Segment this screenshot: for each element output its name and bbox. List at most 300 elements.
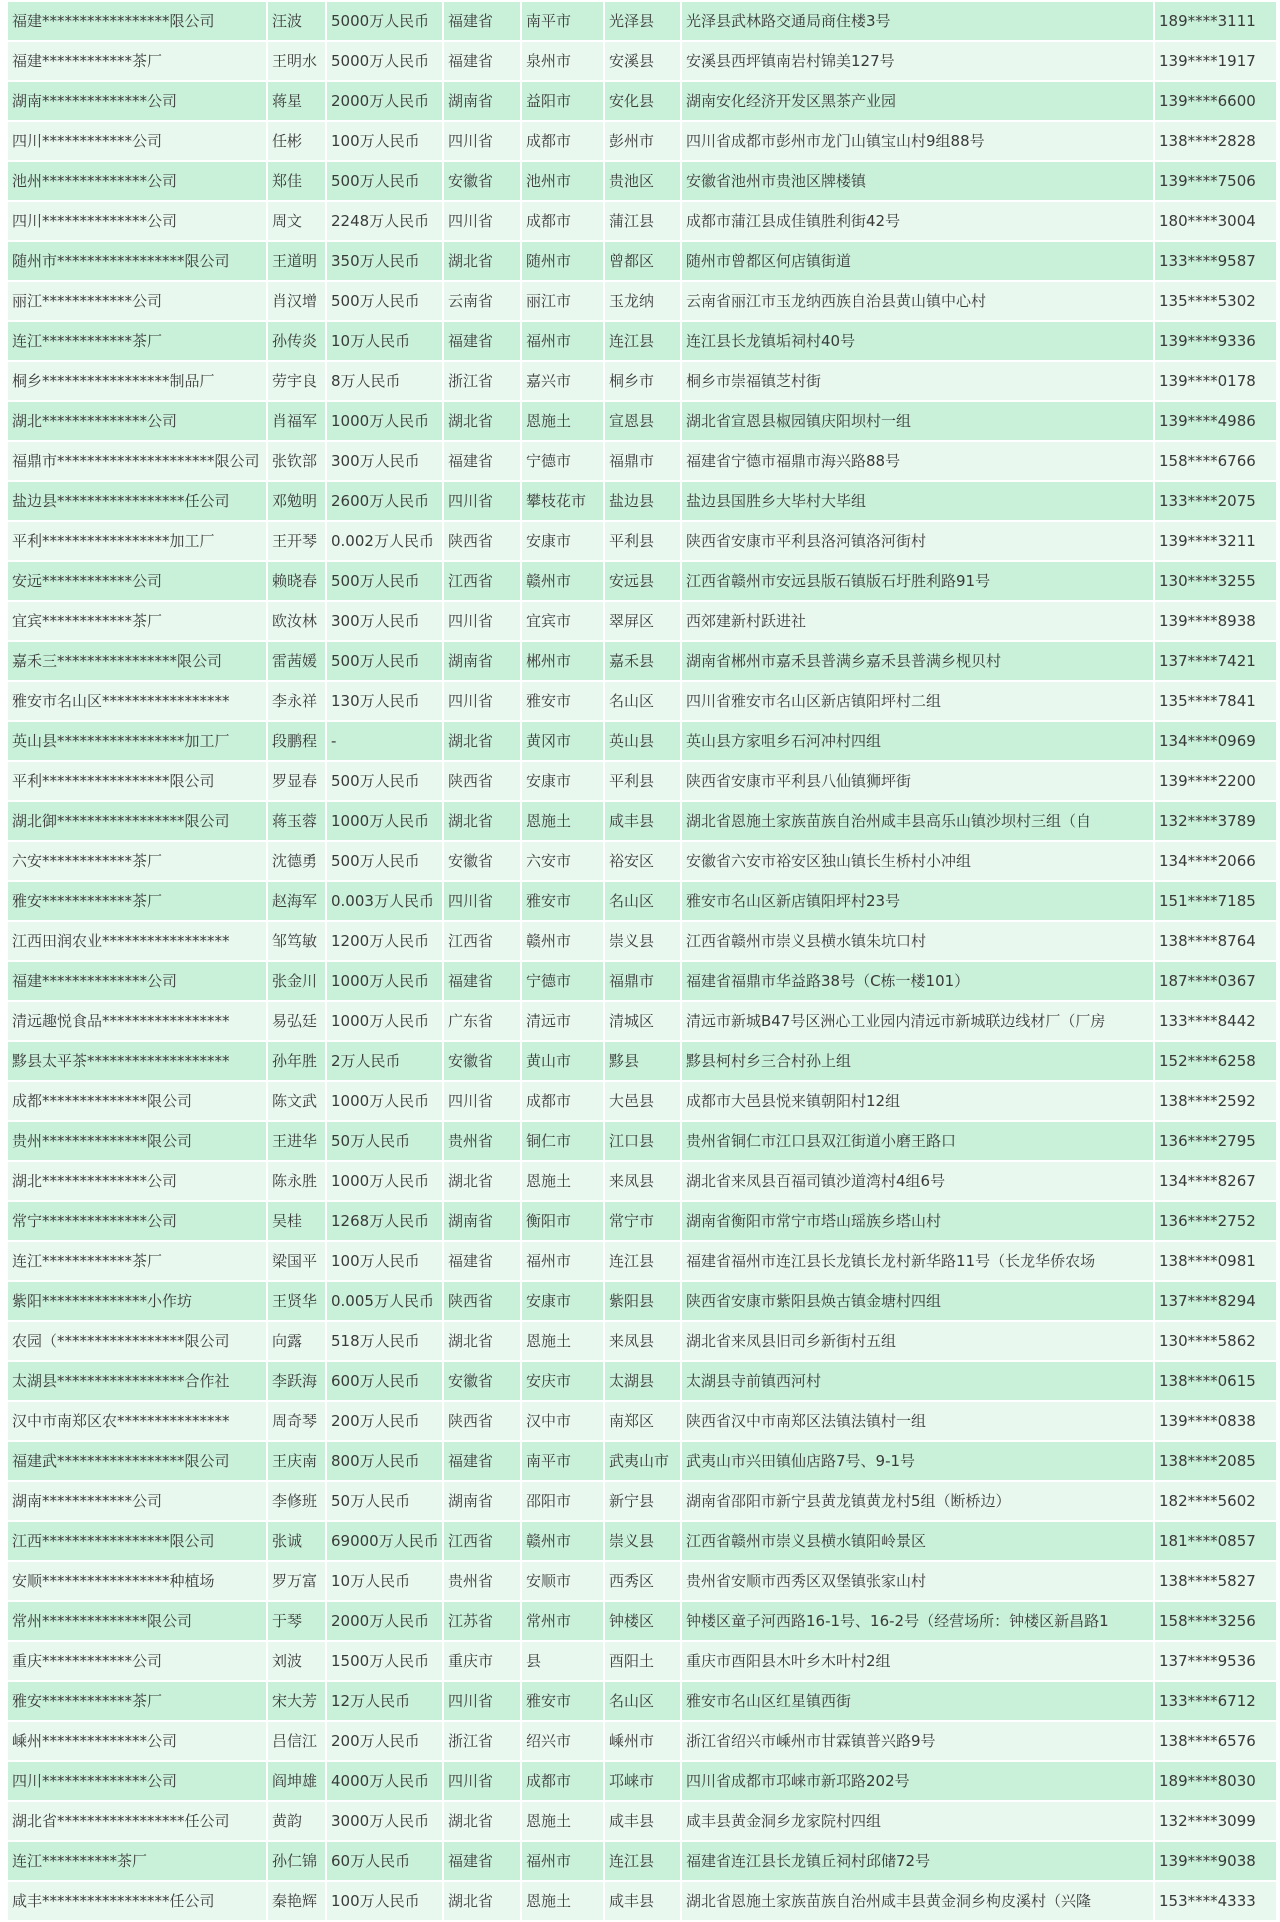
address-cell: 盐边县国胜乡大毕村大毕组 [682,482,1153,520]
address-cell: 重庆市酉阳县木叶乡木叶村2组 [682,1642,1153,1680]
district-cell: 嘉禾县 [605,642,680,680]
registered-capital-cell: 50万人民币 [327,1482,442,1520]
address-cell: 安徽省六安市裕安区独山镇长生桥村小冲组 [682,842,1153,880]
address-cell: 湖南省邵阳市新宁县黄龙镇黄龙村5组（断桥边） [682,1482,1153,1520]
contact-name-cell: 罗万富 [268,1562,325,1600]
district-cell: 名山区 [605,882,680,920]
phone-cell: 189****3111 [1155,2,1276,40]
registered-capital-cell: 2000万人民币 [327,82,442,120]
phone-cell: 138****0981 [1155,1242,1276,1280]
contact-name-cell: 黄韵 [268,1802,325,1840]
company-name-cell: 江西*****************限公司 [8,1522,266,1560]
phone-cell: 158****6766 [1155,442,1276,480]
registered-capital-cell: - [327,722,442,760]
province-cell: 江苏省 [444,1602,520,1640]
province-cell: 贵州省 [444,1122,520,1160]
contact-name-cell: 李跃海 [268,1362,325,1400]
phone-cell: 138****0615 [1155,1362,1276,1400]
phone-cell: 134****0969 [1155,722,1276,760]
district-cell: 崇义县 [605,922,680,960]
registered-capital-cell: 1000万人民币 [327,802,442,840]
province-cell: 四川省 [444,482,520,520]
contact-name-cell: 于琴 [268,1602,325,1640]
district-cell: 崇义县 [605,1522,680,1560]
province-cell: 四川省 [444,682,520,720]
table-row [8,1882,1276,1920]
contact-name-cell: 王道明 [268,242,325,280]
district-cell: 连江县 [605,1242,680,1280]
province-cell: 湖北省 [444,1882,520,1920]
province-cell: 贵州省 [444,1562,520,1600]
district-cell: 咸丰县 [605,802,680,840]
company-table-grid [6,0,1278,1922]
province-cell: 江西省 [444,922,520,960]
district-cell: 贵池区 [605,162,680,200]
phone-cell: 139****4986 [1155,402,1276,440]
province-cell: 湖北省 [444,1802,520,1840]
district-cell: 黟县 [605,1042,680,1080]
province-cell: 四川省 [444,602,520,640]
contact-name-cell: 劳宇良 [268,362,325,400]
table-row [8,922,1276,960]
table-row [8,1042,1276,1080]
phone-cell: 137****8294 [1155,1282,1276,1320]
address-cell: 福建省福鼎市华益路38号（C栋一楼101） [682,962,1153,1000]
city-cell: 安庆市 [522,1362,603,1400]
contact-name-cell: 蒋玉蓉 [268,802,325,840]
registered-capital-cell: 600万人民币 [327,1362,442,1400]
district-cell: 江口县 [605,1122,680,1160]
province-cell: 福建省 [444,442,520,480]
phone-cell: 130****3255 [1155,562,1276,600]
phone-cell: 187****0367 [1155,962,1276,1000]
phone-cell: 134****2066 [1155,842,1276,880]
phone-cell: 138****6576 [1155,1722,1276,1760]
district-cell: 彭州市 [605,122,680,160]
province-cell: 安徽省 [444,842,520,880]
company-name-cell: 湖北**************公司 [8,402,266,440]
city-cell: 南平市 [522,1442,603,1480]
phone-cell: 133****8442 [1155,1002,1276,1040]
city-cell: 攀枝花市 [522,482,603,520]
city-cell: 绍兴市 [522,1722,603,1760]
company-name-cell: 福鼎市*********************限公司 [8,442,266,480]
district-cell: 连江县 [605,1842,680,1880]
table-row [8,202,1276,240]
address-cell: 湖南省衡阳市常宁市塔山瑶族乡塔山村 [682,1202,1153,1240]
phone-cell: 137****9536 [1155,1642,1276,1680]
province-cell: 福建省 [444,1842,520,1880]
city-cell: 安康市 [522,522,603,560]
phone-cell: 152****6258 [1155,1042,1276,1080]
address-cell: 陕西省汉中市南郑区法镇法镇村一组 [682,1402,1153,1440]
district-cell: 裕安区 [605,842,680,880]
table-row [8,1562,1276,1600]
table-row [8,1162,1276,1200]
registered-capital-cell: 500万人民币 [327,282,442,320]
company-name-cell: 嘉禾三****************限公司 [8,642,266,680]
registered-capital-cell: 3000万人民币 [327,1802,442,1840]
address-cell: 湖北省来凤县旧司乡新街村五组 [682,1322,1153,1360]
province-cell: 四川省 [444,1682,520,1720]
contact-name-cell: 任彬 [268,122,325,160]
table-row [8,1762,1276,1800]
phone-cell: 136****2752 [1155,1202,1276,1240]
address-cell: 钟楼区童子河西路16-1号、16-2号（经营场所：钟楼区新昌路1 [682,1602,1153,1640]
registered-capital-cell: 2600万人民币 [327,482,442,520]
company-name-cell: 福建武*****************限公司 [8,1442,266,1480]
table-row [8,1082,1276,1120]
district-cell: 连江县 [605,322,680,360]
province-cell: 四川省 [444,882,520,920]
province-cell: 四川省 [444,122,520,160]
district-cell: 西秀区 [605,1562,680,1600]
company-name-cell: 四川**************公司 [8,1762,266,1800]
table-row [8,842,1276,880]
city-cell: 汉中市 [522,1402,603,1440]
contact-name-cell: 汪波 [268,2,325,40]
province-cell: 陕西省 [444,522,520,560]
district-cell: 福鼎市 [605,442,680,480]
table-row [8,1642,1276,1680]
company-name-cell: 盐边县*****************任公司 [8,482,266,520]
phone-cell: 139****0178 [1155,362,1276,400]
contact-name-cell: 阎坤雄 [268,1762,325,1800]
table-row [8,1722,1276,1760]
phone-cell: 136****2795 [1155,1122,1276,1160]
phone-cell: 138****8764 [1155,922,1276,960]
district-cell: 福鼎市 [605,962,680,1000]
contact-name-cell: 周文 [268,202,325,240]
company-name-cell: 丽江************公司 [8,282,266,320]
company-name-cell: 紫阳**************小作坊 [8,1282,266,1320]
table-row [8,1602,1276,1640]
district-cell: 常宁市 [605,1202,680,1240]
district-cell: 蒲江县 [605,202,680,240]
province-cell: 福建省 [444,322,520,360]
province-cell: 浙江省 [444,1722,520,1760]
city-cell: 嘉兴市 [522,362,603,400]
district-cell: 新宁县 [605,1482,680,1520]
registered-capital-cell: 200万人民币 [327,1402,442,1440]
table-row [8,402,1276,440]
province-cell: 湖北省 [444,722,520,760]
phone-cell: 139****2200 [1155,762,1276,800]
phone-cell: 133****9587 [1155,242,1276,280]
table-row [8,642,1276,680]
registered-capital-cell: 500万人民币 [327,842,442,880]
phone-cell: 132****3099 [1155,1802,1276,1840]
district-cell: 安溪县 [605,42,680,80]
address-cell: 湖北省宣恩县椒园镇庆阳坝村一组 [682,402,1153,440]
city-cell: 福州市 [522,1842,603,1880]
phone-cell: 138****2592 [1155,1082,1276,1120]
address-cell: 西郊建新村跃进社 [682,602,1153,640]
company-name-cell: 湖南************公司 [8,1482,266,1520]
company-name-cell: 雅安市名山区***************** [8,682,266,720]
address-cell: 福建省宁德市福鼎市海兴路88号 [682,442,1153,480]
contact-name-cell: 段鹏程 [268,722,325,760]
city-cell: 铜仁市 [522,1122,603,1160]
district-cell: 太湖县 [605,1362,680,1400]
address-cell: 湖南省郴州市嘉禾县普满乡嘉禾县普满乡枧贝村 [682,642,1153,680]
district-cell: 来凤县 [605,1162,680,1200]
company-name-cell: 黟县太平茶******************* [8,1042,266,1080]
district-cell: 平利县 [605,762,680,800]
district-cell: 钟楼区 [605,1602,680,1640]
city-cell: 恩施土 [522,802,603,840]
province-cell: 福建省 [444,2,520,40]
company-name-cell: 重庆************公司 [8,1642,266,1680]
table-row [8,1482,1276,1520]
address-cell: 湖南安化经济开发区黑茶产业园 [682,82,1153,120]
table-row [8,562,1276,600]
city-cell: 成都市 [522,1082,603,1120]
registered-capital-cell: 2万人民币 [327,1042,442,1080]
contact-name-cell: 邓勉明 [268,482,325,520]
city-cell: 宁德市 [522,442,603,480]
registered-capital-cell: 2248万人民币 [327,202,442,240]
address-cell: 湖北省恩施土家族苗族自治州咸丰县黄金洞乡枸皮溪村（兴隆 [682,1882,1153,1920]
registered-capital-cell: 500万人民币 [327,642,442,680]
table-row [8,1842,1276,1880]
phone-cell: 180****3004 [1155,202,1276,240]
district-cell: 平利县 [605,522,680,560]
address-cell: 江西省赣州市崇义县横水镇朱坑口村 [682,922,1153,960]
registered-capital-cell: 500万人民币 [327,162,442,200]
address-cell: 成都市蒲江县成佳镇胜利街42号 [682,202,1153,240]
city-cell: 宁德市 [522,962,603,1000]
city-cell: 池州市 [522,162,603,200]
company-name-cell: 福建**************公司 [8,962,266,1000]
table-row [8,762,1276,800]
company-name-cell: 平利*****************限公司 [8,762,266,800]
registered-capital-cell: 1000万人民币 [327,1082,442,1120]
phone-cell: 137****7421 [1155,642,1276,680]
district-cell: 邛崃市 [605,1762,680,1800]
contact-name-cell: 宋大芳 [268,1682,325,1720]
contact-name-cell: 王进华 [268,1122,325,1160]
district-cell: 名山区 [605,1682,680,1720]
phone-cell: 138****2085 [1155,1442,1276,1480]
registered-capital-cell: 0.005万人民币 [327,1282,442,1320]
contact-name-cell: 吕信江 [268,1722,325,1760]
company-name-cell: 农园（*****************限公司 [8,1322,266,1360]
address-cell: 四川省成都市邛崃市新邛路202号 [682,1762,1153,1800]
city-cell: 恩施土 [522,1802,603,1840]
address-cell: 江西省赣州市崇义县横水镇阳岭景区 [682,1522,1153,1560]
contact-name-cell: 肖福军 [268,402,325,440]
address-cell: 光泽县武林路交通局商住楼3号 [682,2,1153,40]
city-cell: 县 [522,1642,603,1680]
contact-name-cell: 梁国平 [268,1242,325,1280]
registered-capital-cell: 1500万人民币 [327,1642,442,1680]
table-row [8,122,1276,160]
city-cell: 福州市 [522,1242,603,1280]
contact-name-cell: 赖晓春 [268,562,325,600]
district-cell: 宣恩县 [605,402,680,440]
district-cell: 安远县 [605,562,680,600]
address-cell: 雅安市名山区新店镇阳坪村23号 [682,882,1153,920]
contact-name-cell: 周奇琴 [268,1402,325,1440]
address-cell: 安溪县西坪镇南岩村锦美127号 [682,42,1153,80]
registered-capital-cell: 50万人民币 [327,1122,442,1160]
contact-name-cell: 蒋星 [268,82,325,120]
contact-name-cell: 吴桂 [268,1202,325,1240]
address-cell: 四川省雅安市名山区新店镇阳坪村二组 [682,682,1153,720]
phone-cell: 151****7185 [1155,882,1276,920]
city-cell: 六安市 [522,842,603,880]
table-row [8,42,1276,80]
province-cell: 湖南省 [444,1202,520,1240]
city-cell: 成都市 [522,122,603,160]
company-name-cell: 江西田润农业***************** [8,922,266,960]
city-cell: 成都市 [522,1762,603,1800]
registered-capital-cell: 100万人民币 [327,122,442,160]
registered-capital-cell: 800万人民币 [327,1442,442,1480]
province-cell: 福建省 [444,1242,520,1280]
province-cell: 云南省 [444,282,520,320]
company-name-cell: 咸丰*****************任公司 [8,1882,266,1920]
address-cell: 太湖县寺前镇西河村 [682,1362,1153,1400]
phone-cell: 158****3256 [1155,1602,1276,1640]
address-cell: 福建省福州市连江县长龙镇长龙村新华路11号（长龙华侨农场 [682,1242,1153,1280]
city-cell: 益阳市 [522,82,603,120]
registered-capital-cell: 200万人民币 [327,1722,442,1760]
address-cell: 陕西省安康市紫阳县焕古镇金塘村四组 [682,1282,1153,1320]
contact-name-cell: 沈德勇 [268,842,325,880]
table-row [8,162,1276,200]
address-cell: 黟县柯村乡三合村孙上组 [682,1042,1153,1080]
contact-name-cell: 王贤华 [268,1282,325,1320]
registered-capital-cell: 1000万人民币 [327,962,442,1000]
registered-capital-cell: 1200万人民币 [327,922,442,960]
city-cell: 福州市 [522,322,603,360]
address-cell: 贵州省铜仁市江口县双江街道小磨王路口 [682,1122,1153,1160]
table-row [8,282,1276,320]
registered-capital-cell: 1000万人民币 [327,1002,442,1040]
district-cell: 南郑区 [605,1402,680,1440]
company-name-cell: 福建*****************限公司 [8,2,266,40]
city-cell: 赣州市 [522,562,603,600]
company-name-cell: 湖北省*****************任公司 [8,1802,266,1840]
table-row [8,882,1276,920]
registered-capital-cell: 0.003万人民币 [327,882,442,920]
address-cell: 江西省赣州市安远县版石镇版石圩胜利路91号 [682,562,1153,600]
company-table [6,0,1274,1922]
province-cell: 湖北省 [444,402,520,440]
address-cell: 四川省成都市彭州市龙门山镇宝山村9组88号 [682,122,1153,160]
address-cell: 桐乡市崇福镇芝村街 [682,362,1153,400]
province-cell: 湖北省 [444,242,520,280]
province-cell: 江西省 [444,562,520,600]
district-cell: 酉阳土 [605,1642,680,1680]
city-cell: 丽江市 [522,282,603,320]
province-cell: 重庆市 [444,1642,520,1680]
registered-capital-cell: 1000万人民币 [327,1162,442,1200]
company-name-cell: 嵊州**************公司 [8,1722,266,1760]
company-name-cell: 安远************公司 [8,562,266,600]
district-cell: 英山县 [605,722,680,760]
phone-cell: 132****3789 [1155,802,1276,840]
phone-cell: 139****9336 [1155,322,1276,360]
province-cell: 安徽省 [444,1362,520,1400]
table-row [8,682,1276,720]
contact-name-cell: 张诚 [268,1522,325,1560]
contact-name-cell: 李永祥 [268,682,325,720]
district-cell: 咸丰县 [605,1802,680,1840]
city-cell: 赣州市 [522,922,603,960]
province-cell: 四川省 [444,1082,520,1120]
registered-capital-cell: 500万人民币 [327,562,442,600]
province-cell: 湖北省 [444,1322,520,1360]
address-cell: 咸丰县黄金洞乡龙家院村四组 [682,1802,1153,1840]
phone-cell: 133****2075 [1155,482,1276,520]
contact-name-cell: 张金川 [268,962,325,1000]
contact-name-cell: 李修班 [268,1482,325,1520]
table-row [8,1802,1276,1840]
company-name-cell: 随州市*****************限公司 [8,242,266,280]
contact-name-cell: 雷茜媛 [268,642,325,680]
phone-cell: 181****0857 [1155,1522,1276,1560]
contact-name-cell: 孙年胜 [268,1042,325,1080]
province-cell: 四川省 [444,202,520,240]
city-cell: 雅安市 [522,682,603,720]
phone-cell: 133****6712 [1155,1682,1276,1720]
registered-capital-cell: 1268万人民币 [327,1202,442,1240]
company-name-cell: 桐乡*****************制品厂 [8,362,266,400]
company-name-cell: 常州**************限公司 [8,1602,266,1640]
province-cell: 江西省 [444,1522,520,1560]
province-cell: 湖南省 [444,1482,520,1520]
contact-name-cell: 邹笃敏 [268,922,325,960]
table-row [8,1002,1276,1040]
address-cell: 雅安市名山区红星镇西街 [682,1682,1153,1720]
table-row [8,322,1276,360]
company-name-cell: 宜宾************茶厂 [8,602,266,640]
address-cell: 安徽省池州市贵池区牌楼镇 [682,162,1153,200]
district-cell: 咸丰县 [605,1882,680,1920]
contact-name-cell: 赵海军 [268,882,325,920]
registered-capital-cell: 350万人民币 [327,242,442,280]
address-cell: 成都市大邑县悦来镇朝阳村12组 [682,1082,1153,1120]
province-cell: 福建省 [444,1442,520,1480]
table-row [8,1322,1276,1360]
registered-capital-cell: 10万人民币 [327,322,442,360]
company-name-cell: 湖北御*****************限公司 [8,802,266,840]
phone-cell: 135****7841 [1155,682,1276,720]
company-name-cell: 湖北**************公司 [8,1162,266,1200]
city-cell: 安顺市 [522,1562,603,1600]
company-name-cell: 雅安************茶厂 [8,1682,266,1720]
table-row [8,962,1276,1000]
district-cell: 翠屏区 [605,602,680,640]
province-cell: 陕西省 [444,1402,520,1440]
contact-name-cell: 易弘廷 [268,1002,325,1040]
city-cell: 南平市 [522,2,603,40]
district-cell: 盐边县 [605,482,680,520]
city-cell: 邵阳市 [522,1482,603,1520]
phone-cell: 135****5302 [1155,282,1276,320]
province-cell: 福建省 [444,42,520,80]
table-row [8,802,1276,840]
registered-capital-cell: 100万人民币 [327,1882,442,1920]
contact-name-cell: 肖汉增 [268,282,325,320]
district-cell: 玉龙纳 [605,282,680,320]
address-cell: 浙江省绍兴市嵊州市甘霖镇普兴路9号 [682,1722,1153,1760]
province-cell: 湖南省 [444,642,520,680]
contact-name-cell: 陈永胜 [268,1162,325,1200]
